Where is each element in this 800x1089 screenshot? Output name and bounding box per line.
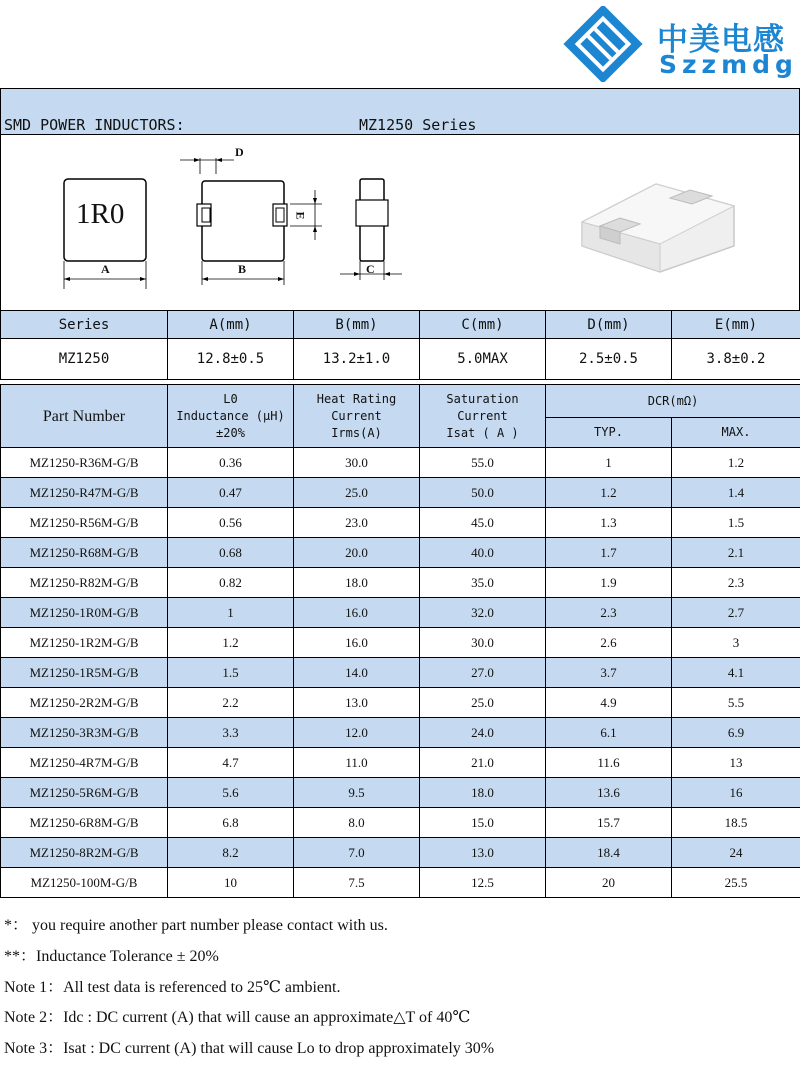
heat-rating-cell: 9.5	[294, 778, 420, 808]
inductance-cell: 1	[168, 598, 294, 628]
dim-header-c: C(mm)	[420, 311, 546, 339]
brand-name-cn: 中美电感	[657, 22, 785, 58]
heat-rating-cell: 14.0	[294, 658, 420, 688]
dim-label-b: B	[238, 262, 247, 276]
dcr-typ-cell: 1.7	[546, 538, 672, 568]
dcr-max-cell: 1.2	[672, 448, 800, 478]
dim-value-d: 2.5±0.5	[546, 339, 672, 380]
dimension-header-row	[1, 311, 800, 339]
part-number-cell: MZ1250-R68M-G/B	[1, 538, 168, 568]
dcr-typ-cell: 3.7	[546, 658, 672, 688]
inductance-cell: 1.2	[168, 628, 294, 658]
dim-header-b: B(mm)	[294, 311, 420, 339]
dcr-max-cell: 1.4	[672, 478, 800, 508]
heat-rating-cell: 30.0	[294, 448, 420, 478]
header-inductance-line1: L0	[223, 391, 238, 406]
part-number-cell: MZ1250-5R6M-G/B	[1, 778, 168, 808]
dcr-max-cell: 18.5	[672, 808, 800, 838]
heat-rating-cell: 7.0	[294, 838, 420, 868]
table-row	[1, 868, 800, 898]
dcr-max-cell: 1.5	[672, 508, 800, 538]
note-3: Note 3：Isat : DC current (A) that will cause Lo to drop approximately 30%	[4, 1040, 495, 1057]
dim-header-d: D(mm)	[546, 311, 672, 339]
dcr-max-cell: 13	[672, 748, 800, 778]
dcr-max-cell: 2.1	[672, 538, 800, 568]
inductance-cell: 0.56	[168, 508, 294, 538]
table-row	[1, 748, 800, 778]
dcr-max-cell: 3	[672, 628, 800, 658]
header-heat-line3: Irms(A)	[331, 425, 382, 440]
header-heat-line1: Heat Rating	[316, 391, 397, 406]
dcr-typ-cell: 1.9	[546, 568, 672, 598]
table-row	[1, 538, 800, 568]
table-row	[1, 598, 800, 628]
header-sat-line1: Saturation	[446, 391, 519, 406]
saturation-cell: 55.0	[420, 448, 546, 478]
saturation-cell: 27.0	[420, 658, 546, 688]
dcr-typ-cell: 18.4	[546, 838, 672, 868]
part-number-cell: MZ1250-8R2M-G/B	[1, 838, 168, 868]
heat-rating-cell: 16.0	[294, 628, 420, 658]
note-1: Note 1：All test data is referenced to 25℃ ambient.	[4, 979, 341, 996]
brand-name-en: Szzmdg	[659, 50, 798, 79]
heat-rating-cell: 8.0	[294, 808, 420, 838]
heat-rating-cell: 12.0	[294, 718, 420, 748]
dimension-value-row	[1, 339, 800, 380]
saturation-cell: 18.0	[420, 778, 546, 808]
dim-header-a: A(mm)	[168, 311, 294, 339]
part-number-cell: MZ1250-3R3M-G/B	[1, 718, 168, 748]
dcr-max-cell: 4.1	[672, 658, 800, 688]
header-inductance	[168, 385, 294, 448]
dcr-typ-cell: 4.9	[546, 688, 672, 718]
header-inductance-line3: ±20%	[216, 425, 245, 440]
spec-table	[0, 384, 800, 898]
inductance-cell: 5.6	[168, 778, 294, 808]
inductance-cell: 0.47	[168, 478, 294, 508]
dcr-typ-cell: 2.3	[546, 598, 672, 628]
header-dcr-typ: TYP.	[546, 418, 672, 448]
dim-header-series: Series	[1, 311, 168, 339]
dcr-max-cell: 6.9	[672, 718, 800, 748]
spec-header-row	[1, 385, 800, 418]
heat-rating-cell: 16.0	[294, 598, 420, 628]
dcr-typ-cell: 15.7	[546, 808, 672, 838]
header-part-number: Part Number	[1, 385, 168, 448]
part-number-cell: MZ1250-R47M-G/B	[1, 478, 168, 508]
note-tolerance: **：Inductance Tolerance ± 20%	[4, 948, 219, 965]
saturation-cell: 24.0	[420, 718, 546, 748]
heat-rating-cell: 7.5	[294, 868, 420, 898]
inductance-cell: 1.5	[168, 658, 294, 688]
dcr-max-cell: 25.5	[672, 868, 800, 898]
part-number-cell: MZ1250-R36M-G/B	[1, 448, 168, 478]
saturation-cell: 32.0	[420, 598, 546, 628]
table-row	[1, 838, 800, 868]
heat-rating-cell: 18.0	[294, 568, 420, 598]
series-title: MZ1250 Series	[359, 116, 477, 134]
heat-rating-cell: 20.0	[294, 538, 420, 568]
header-dcr: DCR(mΩ)	[546, 385, 800, 418]
dcr-typ-cell: 6.1	[546, 718, 672, 748]
inductance-cell: 6.8	[168, 808, 294, 838]
table-row	[1, 508, 800, 538]
dim-value-b: 13.2±1.0	[294, 339, 420, 380]
inductance-cell: 3.3	[168, 718, 294, 748]
header-sat-line3: Isat ( A )	[446, 425, 519, 440]
heat-rating-cell: 25.0	[294, 478, 420, 508]
header-saturation	[420, 385, 546, 448]
heat-rating-cell: 23.0	[294, 508, 420, 538]
table-row	[1, 568, 800, 598]
table-row	[1, 688, 800, 718]
inductance-cell: 4.7	[168, 748, 294, 778]
spec-table-body	[1, 448, 800, 898]
part-number-cell: MZ1250-1R2M-G/B	[1, 628, 168, 658]
table-row	[1, 808, 800, 838]
table-row	[1, 778, 800, 808]
table-row	[1, 718, 800, 748]
brand-logo-icon	[553, 6, 653, 82]
part-number-cell: MZ1250-R56M-G/B	[1, 508, 168, 538]
note-contact: *： you require another part number please contact with us.	[4, 917, 388, 934]
inductance-cell: 0.36	[168, 448, 294, 478]
saturation-cell: 21.0	[420, 748, 546, 778]
dcr-typ-cell: 1.3	[546, 508, 672, 538]
header-heat-line2: Current	[331, 408, 382, 423]
part-number-cell: MZ1250-1R0M-G/B	[1, 598, 168, 628]
dim-header-e: E(mm)	[672, 311, 800, 339]
part-number-cell: MZ1250-4R7M-G/B	[1, 748, 168, 778]
saturation-cell: 30.0	[420, 628, 546, 658]
part-number-cell: MZ1250-2R2M-G/B	[1, 688, 168, 718]
dimension-table	[0, 310, 800, 380]
header-sat-line2: Current	[457, 408, 508, 423]
saturation-cell: 13.0	[420, 838, 546, 868]
saturation-cell: 45.0	[420, 508, 546, 538]
part-number-cell: MZ1250-1R5M-G/B	[1, 658, 168, 688]
part-number-cell: MZ1250-100M-G/B	[1, 868, 168, 898]
inductance-cell: 2.2	[168, 688, 294, 718]
dcr-typ-cell: 2.6	[546, 628, 672, 658]
dcr-typ-cell: 11.6	[546, 748, 672, 778]
part-number-cell: MZ1250-R82M-G/B	[1, 568, 168, 598]
dim-label-d: D	[235, 145, 244, 159]
dim-label-a: A	[101, 262, 110, 276]
saturation-cell: 35.0	[420, 568, 546, 598]
inductor-marking: 1R0	[76, 198, 125, 230]
table-row	[1, 658, 800, 688]
part-number-cell: MZ1250-6R8M-G/B	[1, 808, 168, 838]
dcr-max-cell: 2.3	[672, 568, 800, 598]
header-dcr-max: MAX.	[672, 418, 800, 448]
saturation-cell: 50.0	[420, 478, 546, 508]
heat-rating-cell: 11.0	[294, 748, 420, 778]
inductance-cell: 0.82	[168, 568, 294, 598]
dcr-typ-cell: 20	[546, 868, 672, 898]
dim-value-e: 3.8±0.2	[672, 339, 800, 380]
note-2: Note 2：Idc : DC current (A) that will cause an approximate△T of 40℃	[4, 1009, 471, 1026]
dcr-max-cell: 16	[672, 778, 800, 808]
dcr-typ-cell: 1.2	[546, 478, 672, 508]
table-row	[1, 448, 800, 478]
dim-value-c: 5.0MAX	[420, 339, 546, 380]
table-row	[1, 478, 800, 508]
inductance-cell: 0.68	[168, 538, 294, 568]
dcr-max-cell: 5.5	[672, 688, 800, 718]
dim-value-a: 12.8±0.5	[168, 339, 294, 380]
dim-value-series: MZ1250	[1, 339, 168, 380]
header-inductance-line2: Inductance (μH)	[176, 408, 285, 423]
dcr-typ-cell: 1	[546, 448, 672, 478]
dim-label-c: C	[366, 262, 375, 276]
inductance-cell: 8.2	[168, 838, 294, 868]
saturation-cell: 12.5	[420, 868, 546, 898]
product-category-title: SMD POWER INDUCTORS:	[4, 116, 185, 134]
dcr-typ-cell: 13.6	[546, 778, 672, 808]
saturation-cell: 40.0	[420, 538, 546, 568]
heat-rating-cell: 13.0	[294, 688, 420, 718]
header-heat-rating	[294, 385, 420, 448]
saturation-cell: 15.0	[420, 808, 546, 838]
dcr-max-cell: 2.7	[672, 598, 800, 628]
dcr-max-cell: 24	[672, 838, 800, 868]
saturation-cell: 25.0	[420, 688, 546, 718]
dim-label-e: E	[293, 211, 308, 220]
inductance-cell: 10	[168, 868, 294, 898]
table-row	[1, 628, 800, 658]
